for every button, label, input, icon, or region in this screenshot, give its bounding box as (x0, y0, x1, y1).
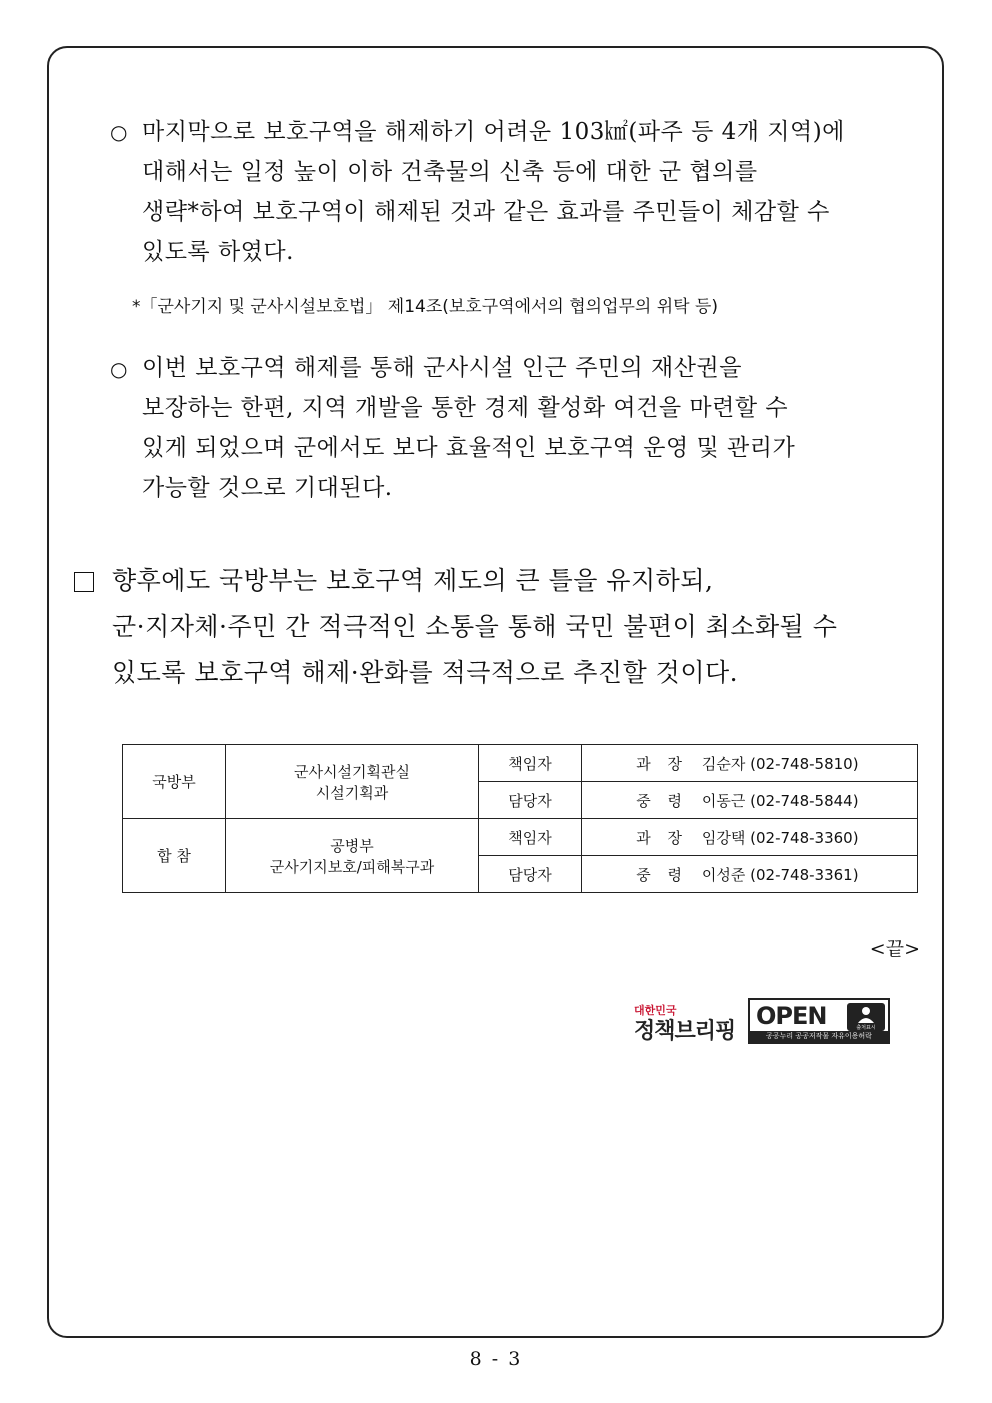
dept-cell (226, 819, 479, 893)
rank-label: 중 령 (636, 791, 688, 810)
dept-line: 군사시설기획관실 (294, 762, 410, 781)
checkbox-square-icon (74, 572, 94, 592)
role-cell: 책임자 (479, 819, 582, 856)
text-line: 이번 보호구역 해제를 통해 군사시설 인근 주민의 재산권을 (142, 355, 742, 381)
text-line: 대해서는 일정 높이 이하 건축물의 신축 등에 대한 군 협의를 (142, 159, 758, 185)
text-line: 있도록 보호구역 해제·완화를 적극적으로 추진할 것이다. (112, 658, 739, 687)
paragraph-release-difficulty (142, 112, 845, 272)
org-cell: 국방부 (123, 745, 226, 819)
text-line: 보장하는 한편, 지역 개발을 통한 경제 활성화 여건을 마련할 수 (142, 395, 789, 421)
text-line: 가능할 것으로 기대된다. (142, 475, 393, 501)
dept-line: 시설기획과 (315, 783, 389, 802)
paragraph-expected-effects (142, 348, 795, 508)
person-cell (582, 782, 918, 819)
person-contact: 김순자 (02-748-5810) (701, 754, 859, 773)
logo-main-text: 정책브리핑 (634, 1019, 736, 1044)
end-mark: <끝> (869, 938, 920, 960)
page-number: 8 - 3 (469, 1348, 523, 1370)
table-row (123, 819, 918, 856)
person-cell (582, 819, 918, 856)
text-line: 마지막으로 보호구역을 해제하기 어려운 103㎢(파주 등 4개 지역)에 (142, 119, 845, 145)
badge-text: 출처표시 (856, 1025, 876, 1031)
text-line: 있게 되었으며 군에서도 보다 효율적인 보호구역 운영 및 관리가 (142, 435, 796, 461)
text-line: 생략*하여 보호구역이 해제된 것과 같은 효과를 주민들이 체감할 수 (142, 199, 830, 225)
kogl-open-logo (748, 998, 890, 1044)
policy-briefing-logo (634, 1002, 742, 1046)
person-cell (582, 856, 918, 893)
bullet-circle: ○ (110, 120, 128, 144)
role-cell: 책임자 (479, 745, 582, 782)
table-row (123, 745, 918, 782)
open-text: OPEN (756, 1002, 827, 1030)
paragraph-future-plan (112, 558, 837, 696)
rank-label: 과 장 (636, 828, 688, 847)
open-footer-text: 공공누리 공공저작물 자유이용허락 (750, 1031, 888, 1042)
rank-label: 중 령 (636, 865, 688, 884)
text-line: 있도록 하였다. (142, 239, 294, 265)
org-cell: 합 참 (123, 819, 226, 893)
dept-line: 군사기지보호/피해복구과 (269, 857, 435, 876)
bullet-circle: ○ (110, 357, 128, 381)
text-line: 향후에도 국방부는 보호구역 제도의 큰 틀을 유지하되, (112, 566, 714, 595)
text-line: 군·지자체·주민 간 적극적인 소통을 통해 국민 불편이 최소화될 수 (112, 612, 838, 641)
dept-cell (226, 745, 479, 819)
role-cell: 담당자 (479, 856, 582, 893)
person-contact: 이동근 (02-748-5844) (701, 791, 859, 810)
person-contact: 임강택 (02-748-3360) (701, 828, 859, 847)
person-icon (847, 1003, 885, 1031)
rank-label: 과 장 (636, 754, 688, 773)
contact-table (122, 744, 918, 893)
dept-line: 공병부 (330, 836, 374, 855)
footnote: *「군사기지 및 군사시설보호법」 제14조(보호구역에서의 협의업무의 위탁 등) (132, 297, 719, 317)
attribution-badge-icon (847, 1003, 885, 1031)
role-cell: 담당자 (479, 782, 582, 819)
logo-small-text: 대한민국 (634, 1004, 677, 1017)
person-contact: 이성준 (02-748-3361) (701, 865, 859, 884)
person-cell (582, 745, 918, 782)
